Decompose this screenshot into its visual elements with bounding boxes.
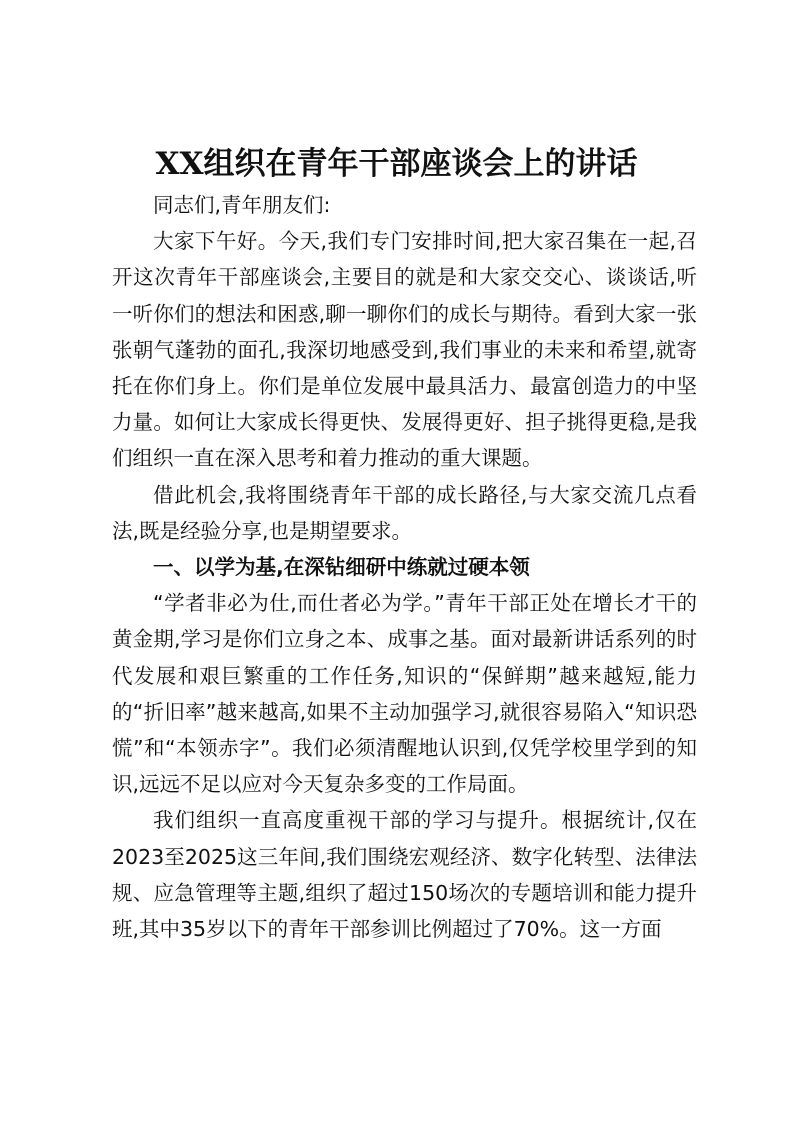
intro-paragraph: 借此机会,我将围绕青年干部的成长路径,与大家交流几点看法,既是经验分享,也是期望要求。: [112, 482, 697, 543]
body-paragraph: 我们组织一直高度重视干部的学习与提升。根据统计,仅在2023至2025这三年间,我们围绕宏观经济、数字化转型、法律法规、应急管理等主题,组织了超过150场次的专题培训和能力提升班,其中35岁以下的青年干部参训比例超过了70%。这一方面: [112, 808, 697, 942]
document-body: [112, 187, 697, 947]
opening-paragraph: 大家下午好。今天,我们专门安排时间,把大家召集在一起,召开这次青年干部座谈会,主要目的就是和大家交交心、谈谈话,听一听你们的想法和困惑,聊一聊你们的成长与期待。看到大家一张张朝气蓬勃的面孔,我深切地感受到,我们事业的未来和希望,就寄托在你们身上。你们是单位发展中最具活力、最富创造力的中坚力量。如何让大家成长得更快、发展得更好、担子挑得更稳,是我们组织一直在深入思考和着力推动的重大课题。: [112, 229, 697, 471]
body-paragraph: “学者非必为仕,而仕者必为学。”青年干部正处在增长才干的黄金期,学习是你们立身之本、成事之基。面对最新讲话系列的时代发展和艰巨繁重的工作任务,知识的“保鲜期”越来越短,能力的“折旧率”越来越高,如果不主动加强学习,就很容易陷入“知识恐慌”和“本领赤字”。我们必须清醒地认识到,仅凭学校里学到的知识,远远不足以应对今天复杂多变的工作局面。: [112, 591, 697, 797]
document-title: XX组织在青年干部座谈会上的讲话: [155, 146, 638, 182]
salutation-paragraph: 同志们,青年朋友们:: [153, 193, 331, 217]
section-heading: 一、以学为基,在深钻细研中练就过硬本领: [153, 555, 530, 580]
